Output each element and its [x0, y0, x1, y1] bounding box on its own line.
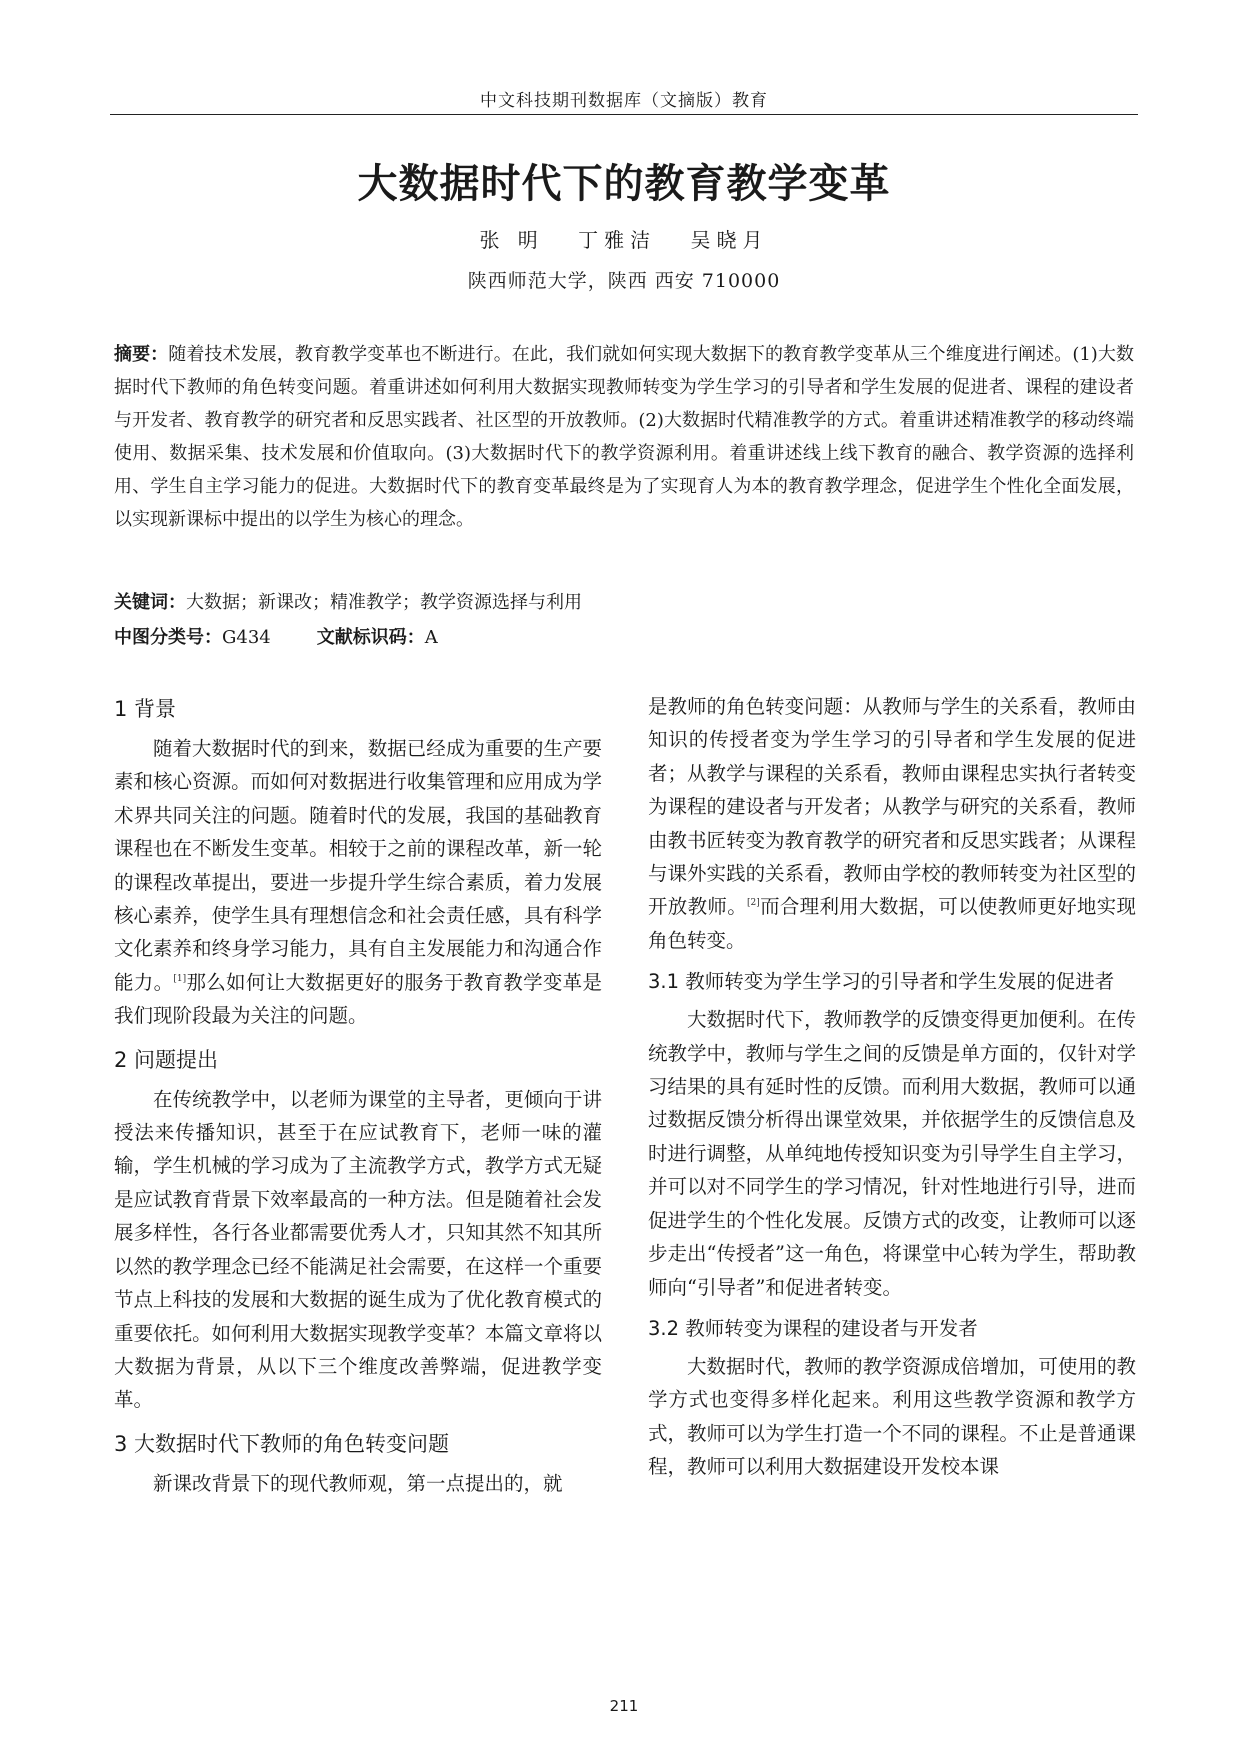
classification-line	[114, 623, 1134, 653]
author-affiliation: 陕西师范大学，陕西 西安 710000	[467, 270, 781, 292]
section-heading: 2 问题提出	[114, 1047, 219, 1072]
body-paragraph: 大数据时代，教师的教学资源成倍增加，可使用的教学方式也变得多样化起来。利用这些教学资源和教学方式，教师可以为学生打造一个不同的课程。不止是普通课程，教师可以利用大数据建设开发校本课	[648, 1354, 1136, 1479]
abstract-label: 摘要：	[114, 344, 169, 365]
keywords-text: 大数据；新课改；精准教学；教学资源选择与利用	[186, 592, 582, 613]
body-paragraph: 在传统教学中，以老师为课堂的主导者，更倾向于讲授法来传播知识，甚至于在应试教育下，老师一味的灌输，学生机械的学习成为了主流教学方式，教学方式无疑是应试教育背景下效率最高的一种方法。但是随着社会发展多样性，各行各业都需要优秀人才，只知其然不知其所以然的教学理念已经不能满足社会需要，在这样一个重要节点上科技的发展和大数据的诞生成为了优化教育模式的重要依托。如何利用大数据实现教学变革？本篇文章将以大数据为背景，从以下三个维度改善弊端，促进教学变革。	[114, 1087, 602, 1412]
body-paragraph: 大数据时代下，教师教学的反馈变得更加便利。在传统教学中，教师与学生之间的反馈是单方面的，仅针对学习结果的具有延时性的反馈。而利用大数据，教师可以通过数据反馈分析得出课堂效果，并依据学生的反馈信息及时进行调整，从单纯地传授知识变为引导学生自主学习，并可以对不同学生的学习情况，针对性地进行引导，进而促进学生的个性化发展。反馈方式的改变，让教师可以逐步走出“传授者”这一角色，将课堂中心转为学生，帮助教师向“引导者”和促进者转变。	[648, 1008, 1136, 1299]
paragraph-text: 是教师的角色转变问题：从教师与学生的关系看，教师由知识的传授者变为学生学习的引导者和学生发展的促进者；从教学与课程的关系看，教师由课程忠实执行者转变为课程的建设者与开发者；从教学与研究的关系看，教师由教书匠转变为教育教学的研究者和反思实践者；从课程与课外实践的关系看，教师由学校的教师转变为社区型的开放教师。	[648, 695, 1136, 919]
keywords	[114, 588, 1134, 618]
abstract	[114, 338, 1134, 536]
clc-value: G434	[222, 627, 271, 648]
running-head: 中文科技期刊数据库（文摘版）教育	[480, 91, 768, 111]
right-column	[648, 690, 1136, 1484]
body-paragraph	[648, 690, 1136, 957]
section-heading: 3 大数据时代下教师的角色转变问题	[114, 1431, 450, 1456]
paragraph-text: 随着大数据时代的到来，数据已经成为重要的生产要素和核心资源。而如何对数据进行收集管理和应用成为学术界共同关注的问题。随着时代的发展，我国的基础教育课程也在不断发生变革。相较于之前的课程改革，新一轮的课程改革提出，要进一步提升学生综合素质，着力发展核心素养，使学生具有理想信念和社会责任感，具有科学文化素养和终身学习能力，具有自主发展能力和沟通合作能力。	[114, 737, 602, 994]
body-paragraph	[114, 732, 602, 1033]
body-paragraph: 新课改背景下的现代教师观，第一点提出的，就	[153, 1471, 563, 1495]
author-name: 丁雅洁	[578, 228, 657, 252]
page-number: 211	[609, 1697, 639, 1715]
author-name: 张 明	[479, 228, 544, 252]
left-column	[114, 692, 602, 1500]
paragraph-text: 那么如何让大数据更好的服务于教育教学变革是我们现阶段最为关注的问题。	[114, 970, 602, 1028]
citation-marker[interactable]: [2]	[747, 898, 760, 909]
clc-label: 中图分类号：	[114, 627, 222, 648]
author-name: 吴晓月	[690, 228, 769, 252]
section-heading: 1 背景	[114, 697, 177, 721]
citation-marker[interactable]: [1]	[173, 973, 187, 984]
doc-code-value: A	[424, 627, 438, 648]
subsection-heading: 3.2 教师转变为课程的建设者与开发者	[648, 1316, 978, 1340]
paragraph-text: 而合理利用大数据，可以使教师更好地实现角色转变。	[648, 895, 1136, 952]
abstract-text: 随着技术发展，教育教学变革也不断进行。在此，我们就如何实现大数据下的教育教学变革从三个维度进行阐述。(1)大数据时代下教师的角色转变问题。着重讲述如何利用大数据实现教师转变为学生学习的引导者和学生发展的促进者、课程的建设者与开发者、教育教学的研究者和反思实践者、社区型的开放教师。(2)大数据时代精准教学的方式。着重讲述精准教学的移动终端使用、数据采集、技术发展和价值取向。(3)大数据时代下的教学资源利用。着重讲述线上线下教育的融合、教学资源的选择利用、学生自主学习能力的促进。大数据时代下的教育变革最终是为了实现育人为本的教育教学理念，促进学生个性化全面发展，以实现新课标中提出的以学生为核心的理念。	[114, 344, 1134, 530]
header-rule	[110, 114, 1138, 115]
author-list	[110, 224, 1138, 253]
doc-code-label: 文献标识码：	[316, 627, 425, 648]
keywords-label: 关键词：	[114, 592, 186, 613]
paper-title: 大数据时代下的教育教学变革	[357, 160, 891, 207]
subsection-heading: 3.1 教师转变为学生学习的引导者和学生发展的促进者	[648, 970, 1115, 994]
